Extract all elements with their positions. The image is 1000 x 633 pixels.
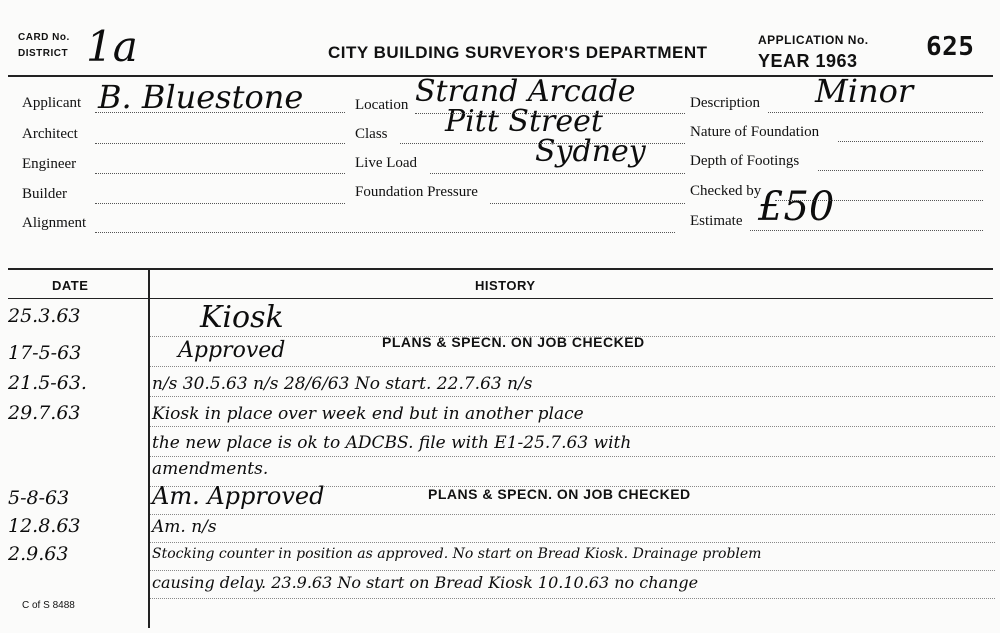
history-row-9-date: 2.9.63 (8, 543, 69, 565)
plans-checked-stamp-1: PLANS & SPECN. ON JOB CHECKED (382, 334, 645, 350)
builder-label: Builder (22, 186, 67, 202)
location-label: Location (355, 97, 409, 113)
date-column-divider (148, 268, 150, 628)
history-row-7-text: Am. Approved (152, 482, 325, 510)
plans-checked-stamp-2: PLANS & SPECN. ON JOB CHECKED (428, 486, 691, 502)
history-row-9-text: Stocking counter in position as approved. No start on Bread Kiosk. Drainage problem (152, 546, 762, 562)
engineer-label: Engineer (22, 156, 77, 172)
architect-label: Architect (22, 126, 78, 142)
applicant-value: B. Bluestone (98, 78, 304, 116)
live-load-value: Sydney (535, 134, 646, 169)
location-value: Strand Arcade (415, 74, 636, 109)
department-title: CITY BUILDING SURVEYOR'S DEPARTMENT (328, 43, 708, 62)
form-code: C of S 8488 (22, 600, 75, 611)
date-header: DATE (52, 278, 89, 293)
history-row-10-text: causing delay. 23.9.63 No start on Bread Kiosk 10.10.63 no change (152, 573, 699, 592)
history-row-4-text: Kiosk in place over week end but in another place (152, 404, 584, 424)
depth-of-footings-label: Depth of Footings (690, 153, 800, 169)
estimate-label: Estimate (690, 213, 743, 229)
description-label: Description (690, 95, 760, 111)
checked-by-label: Checked by (690, 183, 762, 199)
description-value: Minor (815, 72, 914, 110)
application-no-label: APPLICATION No. (758, 33, 869, 47)
district-label: DISTRICT (18, 48, 69, 59)
history-header: HISTORY (475, 278, 536, 293)
card-no-value: 1a (86, 22, 138, 71)
history-row-6-text: amendments. (152, 459, 269, 479)
history-row-7-date: 5-8-63 (8, 487, 70, 509)
history-row-2-text: Approved (178, 338, 286, 363)
history-row-4-date: 29.7.63 (8, 402, 81, 424)
year-label: YEAR 1963 (758, 51, 858, 71)
history-row-1-date: 25.3.63 (8, 305, 81, 327)
card-no-label: CARD No. (18, 32, 70, 43)
nature-of-foundation-label: Nature of Foundation (690, 124, 820, 140)
history-row-5-text: the new place is ok to ADCBS. file with E1-25.7.63 with (152, 433, 632, 453)
class-value: Pitt Street (445, 104, 603, 139)
alignment-label: Alignment (22, 215, 87, 231)
history-row-8-date: 12.8.63 (8, 515, 81, 537)
history-row-8-text: Am. n/s (152, 517, 217, 537)
live-load-label: Live Load (355, 155, 418, 171)
applicant-label: Applicant (22, 95, 82, 111)
history-row-3-date: 21.5-63. (8, 372, 87, 394)
estimate-value: £50 (758, 184, 835, 230)
history-row-2-date: 17-5-63 (8, 342, 82, 364)
class-label: Class (355, 126, 388, 142)
history-row-1-text: Kiosk (200, 300, 284, 335)
history-top-rule (8, 268, 993, 270)
application-no-value: 625 (926, 32, 975, 62)
history-row-3-text: n/s 30.5.63 n/s 28/6/63 No start. 22.7.63 n/s (152, 374, 533, 394)
foundation-pressure-label: Foundation Pressure (355, 184, 478, 200)
